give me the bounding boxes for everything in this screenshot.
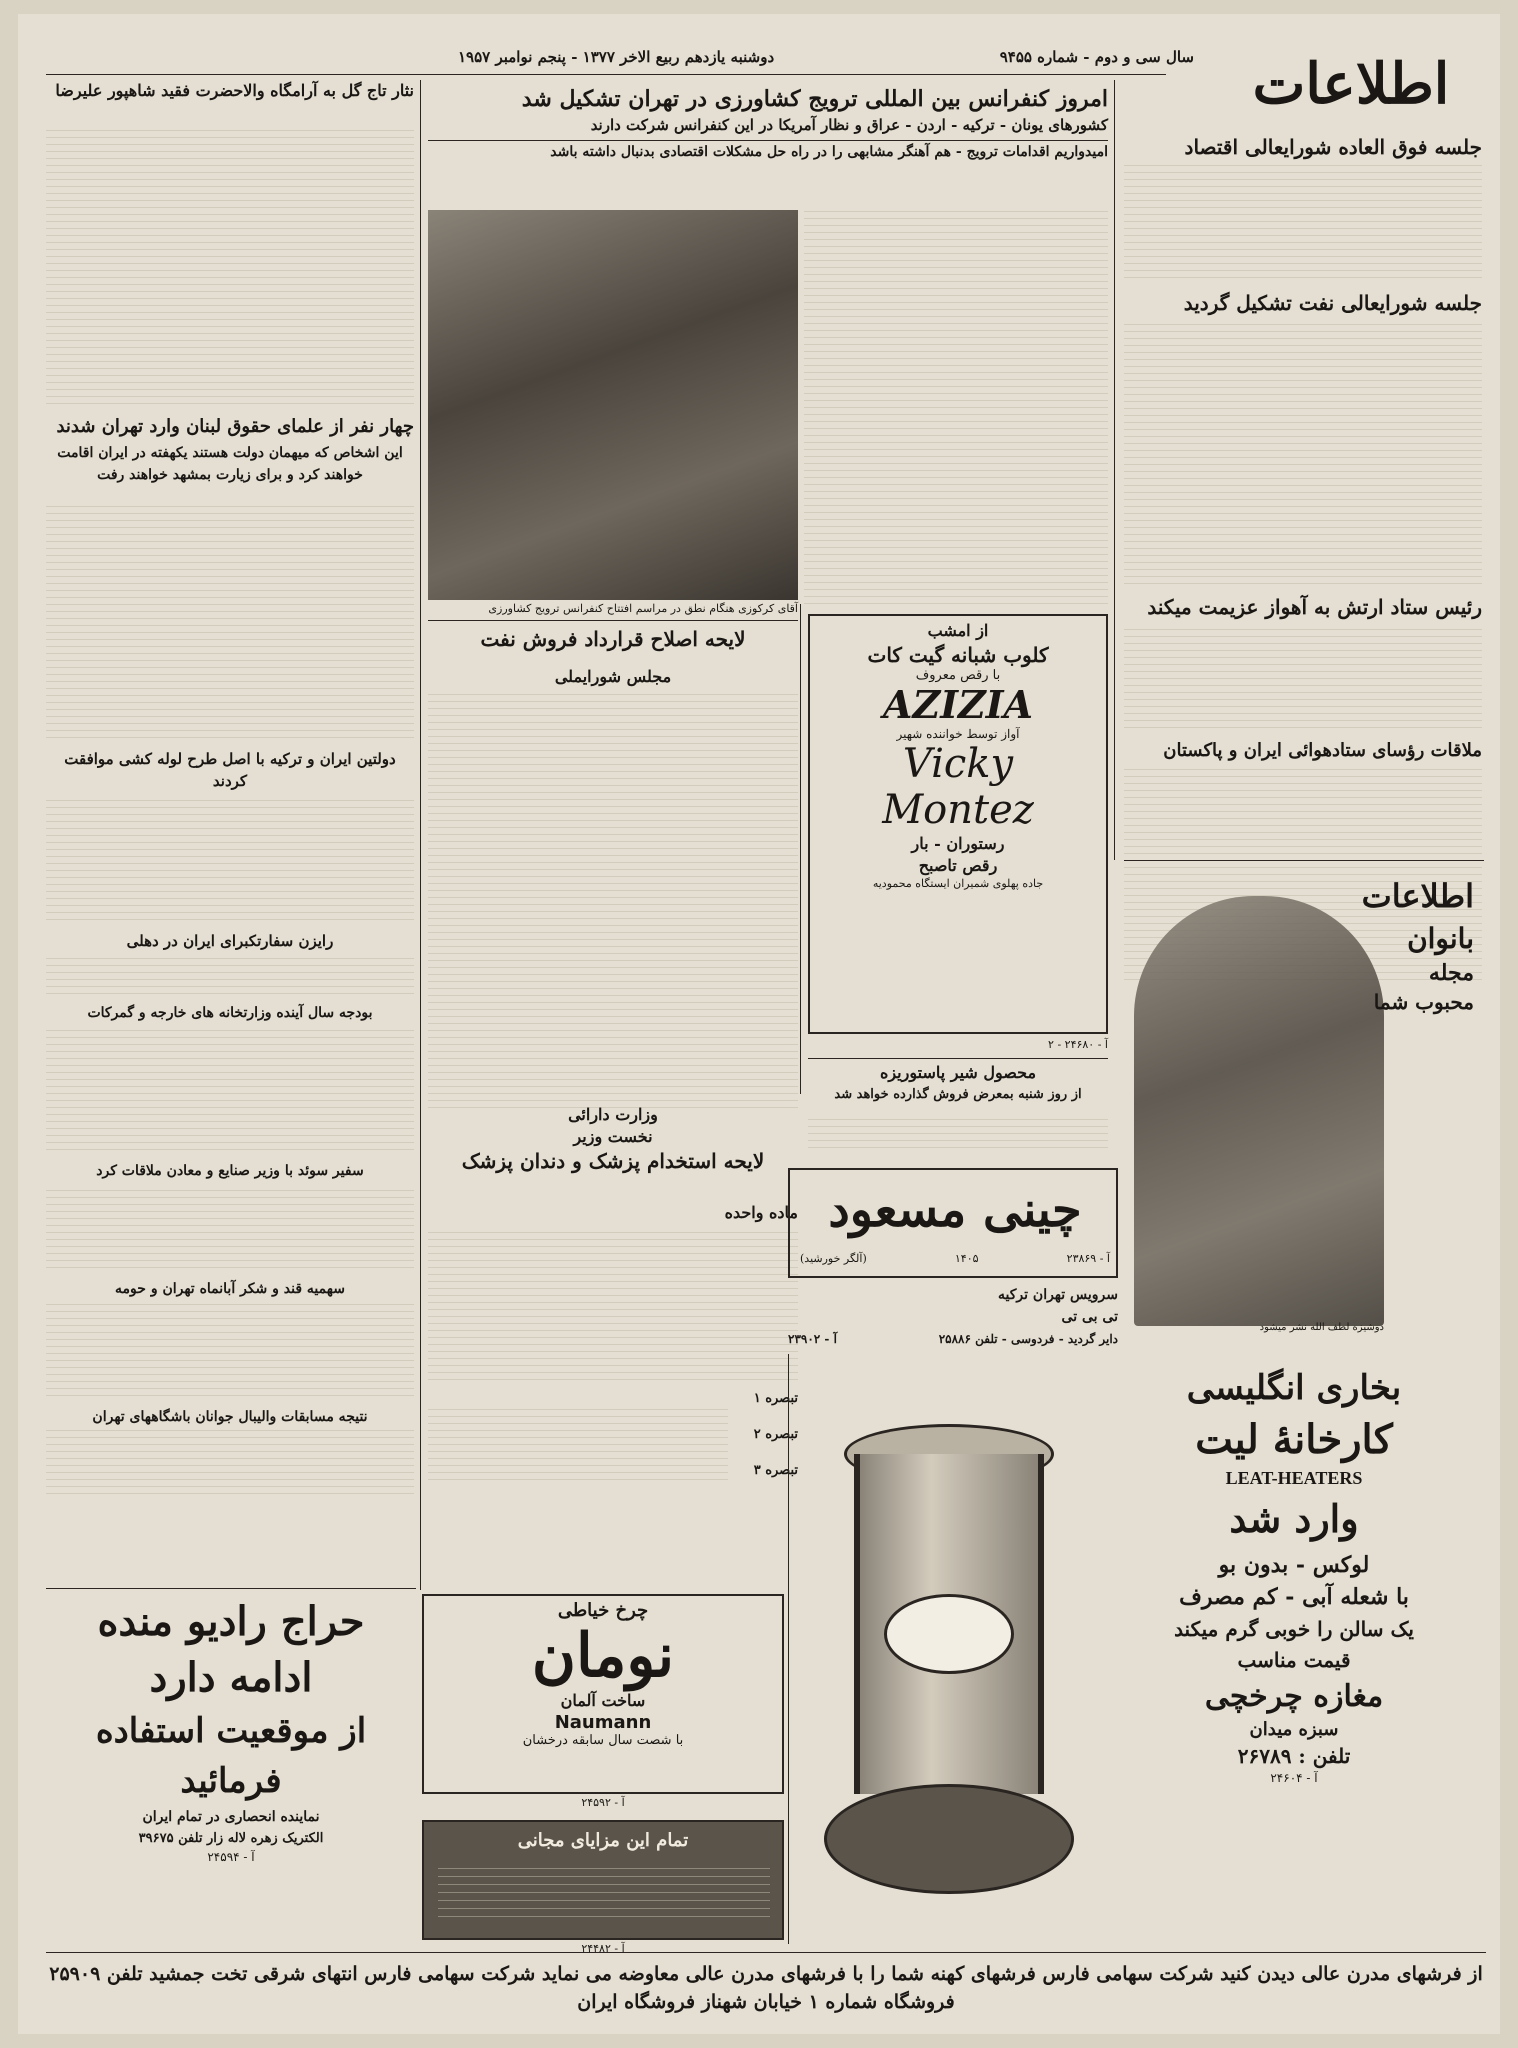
radio-line2: ادامه دارد — [149, 1654, 313, 1701]
radio-mende-ad — [46, 1594, 416, 1924]
gatecat-club-ad — [808, 614, 1108, 1034]
headline-pipeline: دولتین ایران و ترکیه با اصل طرح لوله کشی موافقت کردند — [64, 750, 396, 790]
masoud-num: ۱۴۰۵ — [954, 1252, 979, 1265]
headline-lebanon-jurists: چهار نفر از علمای حقوق لبنان وارد تهران شدند — [56, 416, 414, 437]
banovan-magazine-ad — [1124, 866, 1484, 1336]
heater-addr: سبزه میدان — [1249, 1719, 1339, 1740]
masoud-phone: آ - ۲۳۸۶۹ — [1066, 1252, 1110, 1265]
label-single-article: ماده واحده — [724, 1203, 798, 1222]
masthead-logo: اطلاعات — [1252, 51, 1450, 117]
bottom-banner-ad: از فرشهای مدرن عالی دیدن کنید شرکت سهامی فارس فرشهای کهنه شما را با فرشهای مدرن عالی معاوضه می نماید شرکت سهامی فارس انتهای شرقی تخت جمشید تلفن ۲۵۹۰۹ فروشگاه شماره ۱ خیابان شهناز فروشگاه ایران — [49, 1963, 1483, 2013]
heater-text — [1104, 1364, 1484, 1785]
article-text-block — [428, 694, 798, 1114]
newspaper-page — [18, 14, 1500, 2034]
radio-code: آ - ۲۴۵۹۴ — [207, 1850, 255, 1864]
conference-photo-caption: آقای کرکوزی هنگام نطق در مراسم افتتاح کنفرانس ترویج کشاورزی — [488, 602, 798, 615]
issue-number: سال سی و دوم - شماره ۹۴۵۵ — [999, 48, 1194, 66]
article-text-block — [46, 130, 414, 410]
headline-air-staff: ملاقات رؤسای ستادهوائی ایران و پاکستان — [1163, 740, 1482, 761]
article-text-block — [46, 796, 414, 926]
article-text-block — [46, 1184, 414, 1274]
headline-sweden-envoy: سفیر سوئد با وزیر صنایع و معادن ملاقات کرد — [96, 1163, 364, 1179]
article-text-block — [1124, 320, 1482, 590]
masoud-footer — [800, 1252, 1110, 1265]
sub-lebanon-guests: این اشخاص که میهمان دولت هستند یکهفته در ایران اقامت خواهند کرد و برای زیارت بمشهد خواهند رفت — [57, 445, 403, 483]
pasteur-sub: از روز شنبه بمعرض فروش گذارده خواهد شد — [834, 1087, 1082, 1102]
note-2: تبصره ۲ — [753, 1427, 798, 1442]
heater-en: LEAT-HEATERS — [1225, 1468, 1363, 1488]
heater-price: قیمت مناسب — [1237, 1648, 1351, 1672]
pasteur-headline: محصول شیر پاستوریزه — [879, 1063, 1037, 1082]
tbt-bus-ad — [788, 1284, 1118, 1344]
oil-bill-article — [428, 626, 798, 688]
club-with: با رقص معروف — [915, 668, 1001, 683]
club-code: آ - ۲۴۶۸۰ - ۲ — [1048, 1038, 1108, 1051]
radio-agent: نماینده انحصاری در تمام ایران — [142, 1809, 320, 1825]
ad-title: اطلاعات — [1361, 877, 1474, 915]
heater-burner — [884, 1594, 1014, 1674]
naumann-fa: نومان — [531, 1621, 675, 1691]
heater-code: آ - ۲۴۶۰۴ — [1270, 1771, 1318, 1785]
ad-sub-magazine: مجله — [1428, 960, 1474, 986]
headline-oil-council: جلسه شورایعالی نفت تشکیل گردید — [1183, 291, 1482, 315]
heater-base — [824, 1784, 1074, 1894]
heater-illustration — [804, 1394, 1094, 1914]
club-from: از امشب — [927, 621, 989, 640]
dance: رقص تاصبح — [918, 856, 998, 875]
address: جاده پهلوی شمیران ایستگاه محمودیه — [872, 877, 1044, 890]
article-text-block — [1124, 624, 1482, 734]
headline-volleyball: نتیجه مسابقات والیبال جوانان باشگاههای تهران — [92, 1409, 368, 1425]
main-headline: امروز کنفرانس بین المللی ترویج کشاورزی در تهران تشکیل شد — [521, 86, 1108, 112]
leat-heaters-ad — [794, 1354, 1494, 1944]
sewing-top: چرخ خیاطی — [557, 1600, 649, 1621]
left-column — [46, 80, 414, 1425]
heater-l1: لوکس - بدون بو — [1218, 1552, 1370, 1578]
radio-line3: از موقعیت استفاده — [95, 1711, 367, 1751]
headline-doctors-bill: لایحه استخدام پزشک و دندان پزشک — [461, 1149, 765, 1173]
note-3: تبصره ۳ — [753, 1463, 798, 1478]
heater-h1: بخاری انگلیسی — [1186, 1368, 1402, 1408]
center-top-story — [428, 84, 1108, 163]
article-text-block — [428, 1226, 798, 1386]
naumann-sub: ساخت آلمان — [560, 1691, 646, 1710]
article-text-block — [46, 1026, 414, 1156]
radio-line4: فرمائید — [180, 1761, 282, 1801]
ad-sub-favorite: محبوب شما — [1373, 990, 1474, 1014]
heater-l2: با شعله آبی - کم مصرف — [1179, 1584, 1409, 1610]
note-1: تبصره ۱ — [753, 1391, 798, 1406]
article-text-block — [804, 210, 1108, 610]
naumann-en: Naumann — [554, 1712, 652, 1733]
singer-note: آواز توسط خواننده شهیر — [896, 727, 1020, 741]
label-ministry: وزارت دارائی — [568, 1105, 658, 1124]
naumann-code: آ - ۲۴۵۹۲ — [581, 1796, 625, 1809]
article-text-block — [46, 504, 414, 744]
main-subdeck: امیدواریم اقدامات ترویج - هم آهنگر مشابهی را در راه حل مشکلات اقتصادی بدنبال داشته باشد — [428, 140, 1108, 163]
heater-l3: یک سالن را خوبی گرم میکند — [1174, 1617, 1414, 1641]
heater-arrived: وارد شد — [1229, 1496, 1359, 1541]
main-deck: کشورهای یونان - ترکیه - اردن - عراق و نظار آمریکا در این کنفرانس شرکت دارند — [590, 116, 1108, 134]
article-text-block — [46, 1302, 414, 1402]
article-text-block — [46, 956, 414, 1000]
label-majlis: مجلس شورایملی — [554, 667, 672, 686]
headline-advisor-delhi: رایزن سفارتکبرای ایران در دهلی — [126, 932, 334, 950]
article-text-block — [428, 1406, 728, 1486]
headline-economy-council: جلسه فوق العاده شورایعالی اقتصاد — [1184, 135, 1482, 159]
headline-wreath: نثار تاج گل به آرامگاه والاحضرت فقید شاهپور علیرضا — [55, 81, 414, 100]
label-prime: نخست وزیر — [573, 1127, 653, 1146]
masoud-brand: چینی مسعود — [828, 1182, 1082, 1238]
radio-phone: الکتریک زهره لاله زار تلفن ۳۹۶۷۵ — [138, 1831, 324, 1846]
chini-masoud-ad — [788, 1168, 1118, 1278]
article-text-block — [46, 1430, 414, 1500]
heater-shop: مغازه چرخچی — [1204, 1679, 1384, 1714]
article-text-block — [808, 1114, 1108, 1154]
vicky: Vicky — [902, 741, 1014, 787]
pasteur-milk-notice — [808, 1062, 1108, 1106]
montez: Montez — [882, 787, 1034, 833]
heater-phone: تلفن : ۲۶۷۸۹ — [1237, 1744, 1351, 1768]
naumann-sewing-ad — [422, 1594, 784, 1794]
restaurant: رستوران - بار — [911, 834, 1005, 853]
issue-date: دوشنبه یازدهم ربیع الاخر ۱۳۷۷ - پنجم نوامبر ۱۹۵۷ — [458, 48, 775, 66]
masoud-addr: (آلگر خورشید) — [800, 1252, 867, 1265]
headline-army-chief: رئیس ستاد ارتش به آهواز عزیمت میکند — [1147, 595, 1482, 619]
headline-oil-bill: لایحه اصلاح قرارداد فروش نفت — [480, 627, 746, 651]
bus-line: سرویس تهران ترکیه — [998, 1287, 1118, 1303]
prize-ad — [422, 1820, 784, 1940]
radio-line1: حراج رادیو منده — [97, 1598, 365, 1645]
headline-budget: بودجه سال آینده وزارتخانه های خارجه و گمرکات — [87, 1005, 373, 1021]
headline-sugar-quota: سهمیه قند و شکر آبانماه تهران و حومه — [115, 1281, 345, 1297]
club-name: کلوب شبانه گیت کات — [867, 643, 1049, 667]
bus-footer — [788, 1328, 1118, 1350]
article-text-block — [1124, 164, 1482, 284]
right-column — [1124, 134, 1482, 761]
prize-text-block — [438, 1864, 770, 1924]
photo-caption: دوشیزه لطف الله نشر میشود — [1259, 1322, 1384, 1333]
doctors-bill-heading — [428, 1104, 798, 1174]
ad-sub-banovan: بانوان — [1407, 922, 1474, 955]
conference-photo — [428, 210, 798, 600]
bus-name: تی بی تی — [1061, 1309, 1118, 1325]
prize-title: تمام این مزایای مجانی — [517, 1830, 689, 1851]
bus-addr: دایر گردید - فردوسی - تلفن ۲۵۸۸۶ — [938, 1332, 1118, 1346]
naumann-tag: با شصت سال سابقه درخشان — [522, 1733, 684, 1748]
prize-code: آ - ۲۴۴۸۲ — [581, 1942, 625, 1955]
bus-code: آ - ۲۳۹۰۲ — [788, 1332, 837, 1346]
azizia: AZIZIA — [883, 682, 1033, 727]
heater-h2: کارخانهٔ لیت — [1195, 1416, 1393, 1463]
